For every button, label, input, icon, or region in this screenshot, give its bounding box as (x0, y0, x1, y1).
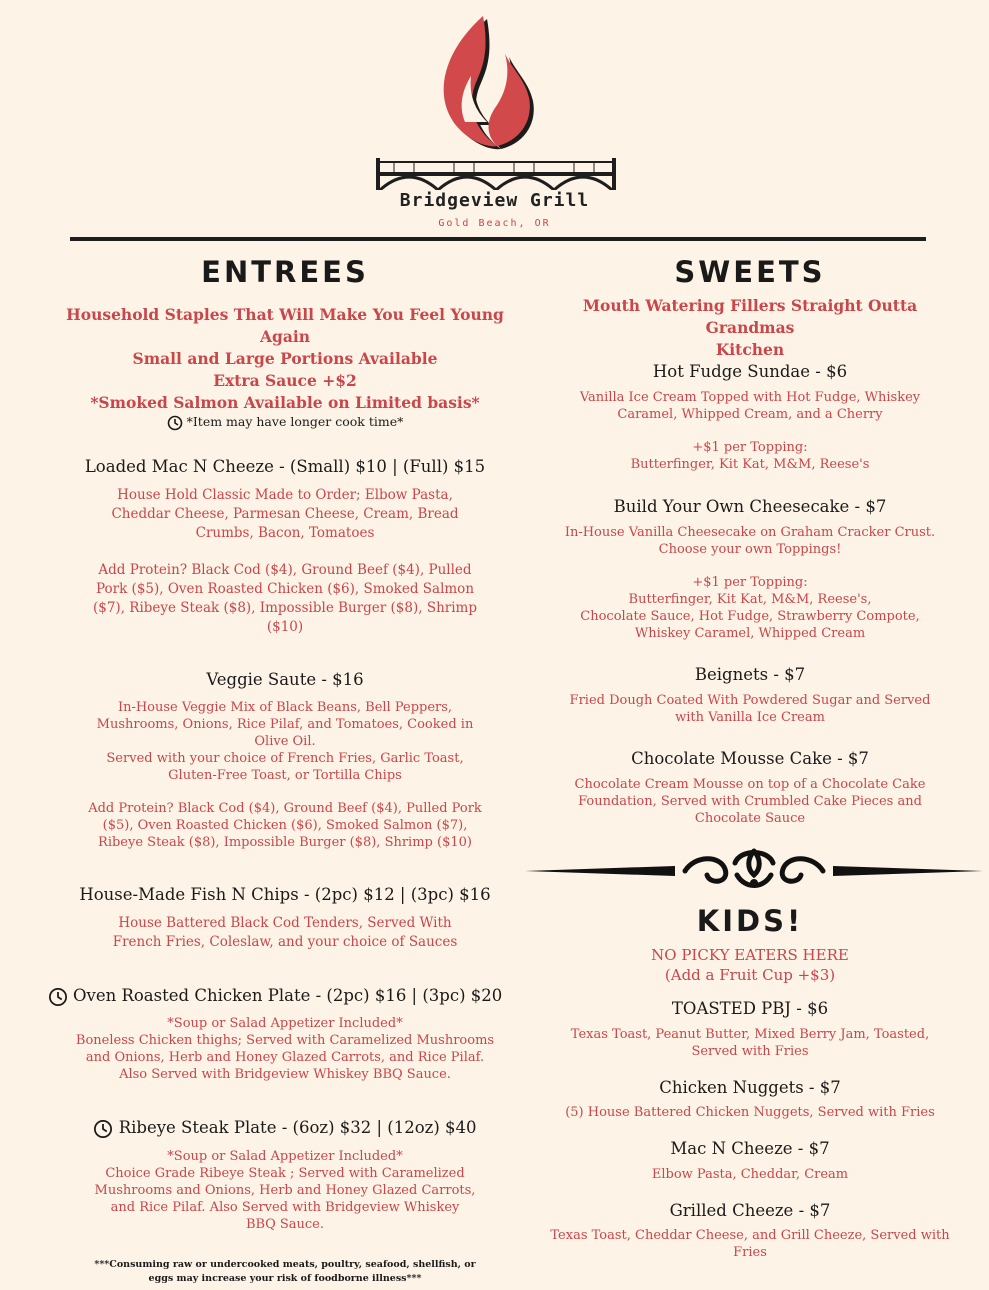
brand-name: Bridgeview Grill (399, 190, 590, 211)
bridge-icon (374, 150, 618, 190)
sweet-title-beignets: Beignets - $7 (694, 665, 806, 684)
entree-desc-veggie: In-House Veggie Mix of Black Beans, Bell Peppers, Mushrooms, Onions, Rice Pilaf, and Tomatoes, Cooked in Olive Oil. Served with your choice of French Fries, Garlic Toast, Gluten-Free Toast, or Tortilla Chips (96, 700, 474, 783)
brand-location: Gold Beach, OR (438, 218, 551, 229)
kid-title-grilled: Grilled Cheeze - $7 (669, 1201, 831, 1220)
entree-title-mac: Loaded Mac N Cheeze - (Small) $10 | (Full) $15 (84, 457, 486, 476)
kid-desc-nuggets: (5) House Battered Chicken Nuggets, Served with Fries (565, 1105, 935, 1120)
food-safety-footer: ***Consuming raw or undercooked meats, poultry, seafood, shellfish, or eggs may increase your risk of foodborne illness*** (94, 1259, 476, 1284)
sweets-title: SWEETS (674, 255, 826, 289)
kid-desc-mac: Elbow Pasta, Cheddar, Cream (651, 1167, 849, 1182)
entree-title-ribeye: Ribeye Steak Plate - (6oz) $32 | (12oz) $40 (60, 1118, 510, 1139)
entree-desc-fish: House Battered Black Cod Tenders, Served With French Fries, Coleslaw, and your choice of Sauces (112, 915, 458, 950)
sweet-desc-cheesecake: In-House Vanilla Cheesecake on Graham Cracker Crust. Choose your own Toppings! (564, 525, 936, 557)
sweet-desc-mousse: Chocolate Cream Mousse on top of a Chocolate Cake Foundation, Served with Crumbled Cake Pieces and Chocolate Sauce (574, 777, 926, 826)
kid-desc-pbj: Texas Toast, Peanut Butter, Mixed Berry Jam, Toasted, Served with Fries (570, 1027, 930, 1059)
sweets-subtitle: Mouth Watering Fillers Straight Outta Grandmas Kitchen (582, 296, 918, 359)
kid-title-nuggets: Chicken Nuggets - $7 (659, 1078, 841, 1097)
ornament-divider-icon (525, 845, 983, 895)
kids-title: KIDS! (696, 904, 804, 938)
kid-desc-grilled: Texas Toast, Cheddar Cheese, and Grill Cheeze, Served with Fries (550, 1228, 950, 1260)
entree-title-veggie: Veggie Saute - $16 (206, 670, 364, 689)
entree-extra-veggie: Add Protein? Black Cod ($4), Ground Beef ($4), Pulled Pork ($5), Oven Roasted Chicken ($6), Smoked Salmon ($7), Ribeye Steak ($8), Impossible Burger ($8), Shrimp ($10) (88, 801, 482, 850)
sweet-desc-sundae: Vanilla Ice Cream Topped with Hot Fudge, Whiskey Caramel, Whipped Cream, and a Cherry (579, 390, 921, 422)
kid-title-mac: Mac N Cheeze - $7 (670, 1139, 830, 1158)
entrees-subtitle: Household Staples That Will Make You Feel Young Again Small and Large Portions Available Extra Sauce +$2 *Smoked Salmon Available on Limited basis* (66, 305, 504, 412)
entree-extra-mac: Add Protein? Black Cod ($4), Ground Beef ($4), Pulled Pork ($5), Oven Roasted Chicken ($6), Smoked Salmon ($7), Ribeye Steak ($8), Impossible Burger ($8), Shrimp ($10) (92, 562, 477, 635)
entree-desc-ribeye: *Soup or Salad Appetizer Included* Choice Grade Ribeye Steak ; Served with Caramelized Mushrooms and Onions, Herb and Honey Glazed Carrots, and Rice Pilaf. Also Served with Bridgeview Whiskey BBQ Sauce. (94, 1149, 476, 1232)
entrees-title: ENTREES (201, 255, 369, 289)
sweet-title-sundae: Hot Fudge Sundae - $6 (652, 362, 848, 381)
kids-subtitle: NO PICKY EATERS HERE (Add a Fruit Cup +$3) (651, 946, 849, 984)
clock-icon (93, 1119, 113, 1139)
clock-icon (48, 987, 68, 1007)
entree-title-chicken: Oven Roasted Chicken Plate - (2pc) $16 | (3pc) $20 (40, 986, 510, 1007)
cook-time-note: *Item may have longer cook time* (60, 414, 510, 431)
header-rule (70, 237, 926, 241)
sweet-extra-sundae: +$1 per Topping: Butterfinger, Kit Kat, M&M, Reese's (630, 440, 870, 472)
entree-title-fish: House-Made Fish N Chips - (2pc) $12 | (3pc) $16 (79, 885, 491, 904)
kid-title-pbj: TOASTED PBJ - $6 (671, 999, 829, 1018)
sweet-desc-beignets: Fried Dough Coated With Powdered Sugar and Served with Vanilla Ice Cream (569, 693, 931, 725)
entree-desc-chicken: *Soup or Salad Appetizer Included* Boneless Chicken thighs; Served with Caramelized Mushrooms and Onions, Herb and Honey Glazed Carrots, and Rice Pilaf. Also Served with Bridgeview Whiskey BBQ Sauce. (75, 1016, 495, 1082)
entree-desc-mac: House Hold Classic Made to Order; Elbow Pasta, Cheddar Cheese, Parmesan Cheese, Cream, Bread Crumbs, Bacon, Tomatoes (111, 487, 459, 541)
sweet-title-mousse: Chocolate Mousse Cake - $7 (631, 749, 869, 768)
clock-icon (167, 415, 183, 431)
sweet-title-cheesecake: Build Your Own Cheesecake - $7 (613, 497, 887, 516)
sweet-extra-cheesecake: +$1 per Topping: Butterfinger, Kit Kat, M&M, Reese's, Chocolate Sauce, Hot Fudge, Strawberry Compote, Whiskey Caramel, Whipped Cream (580, 575, 920, 641)
